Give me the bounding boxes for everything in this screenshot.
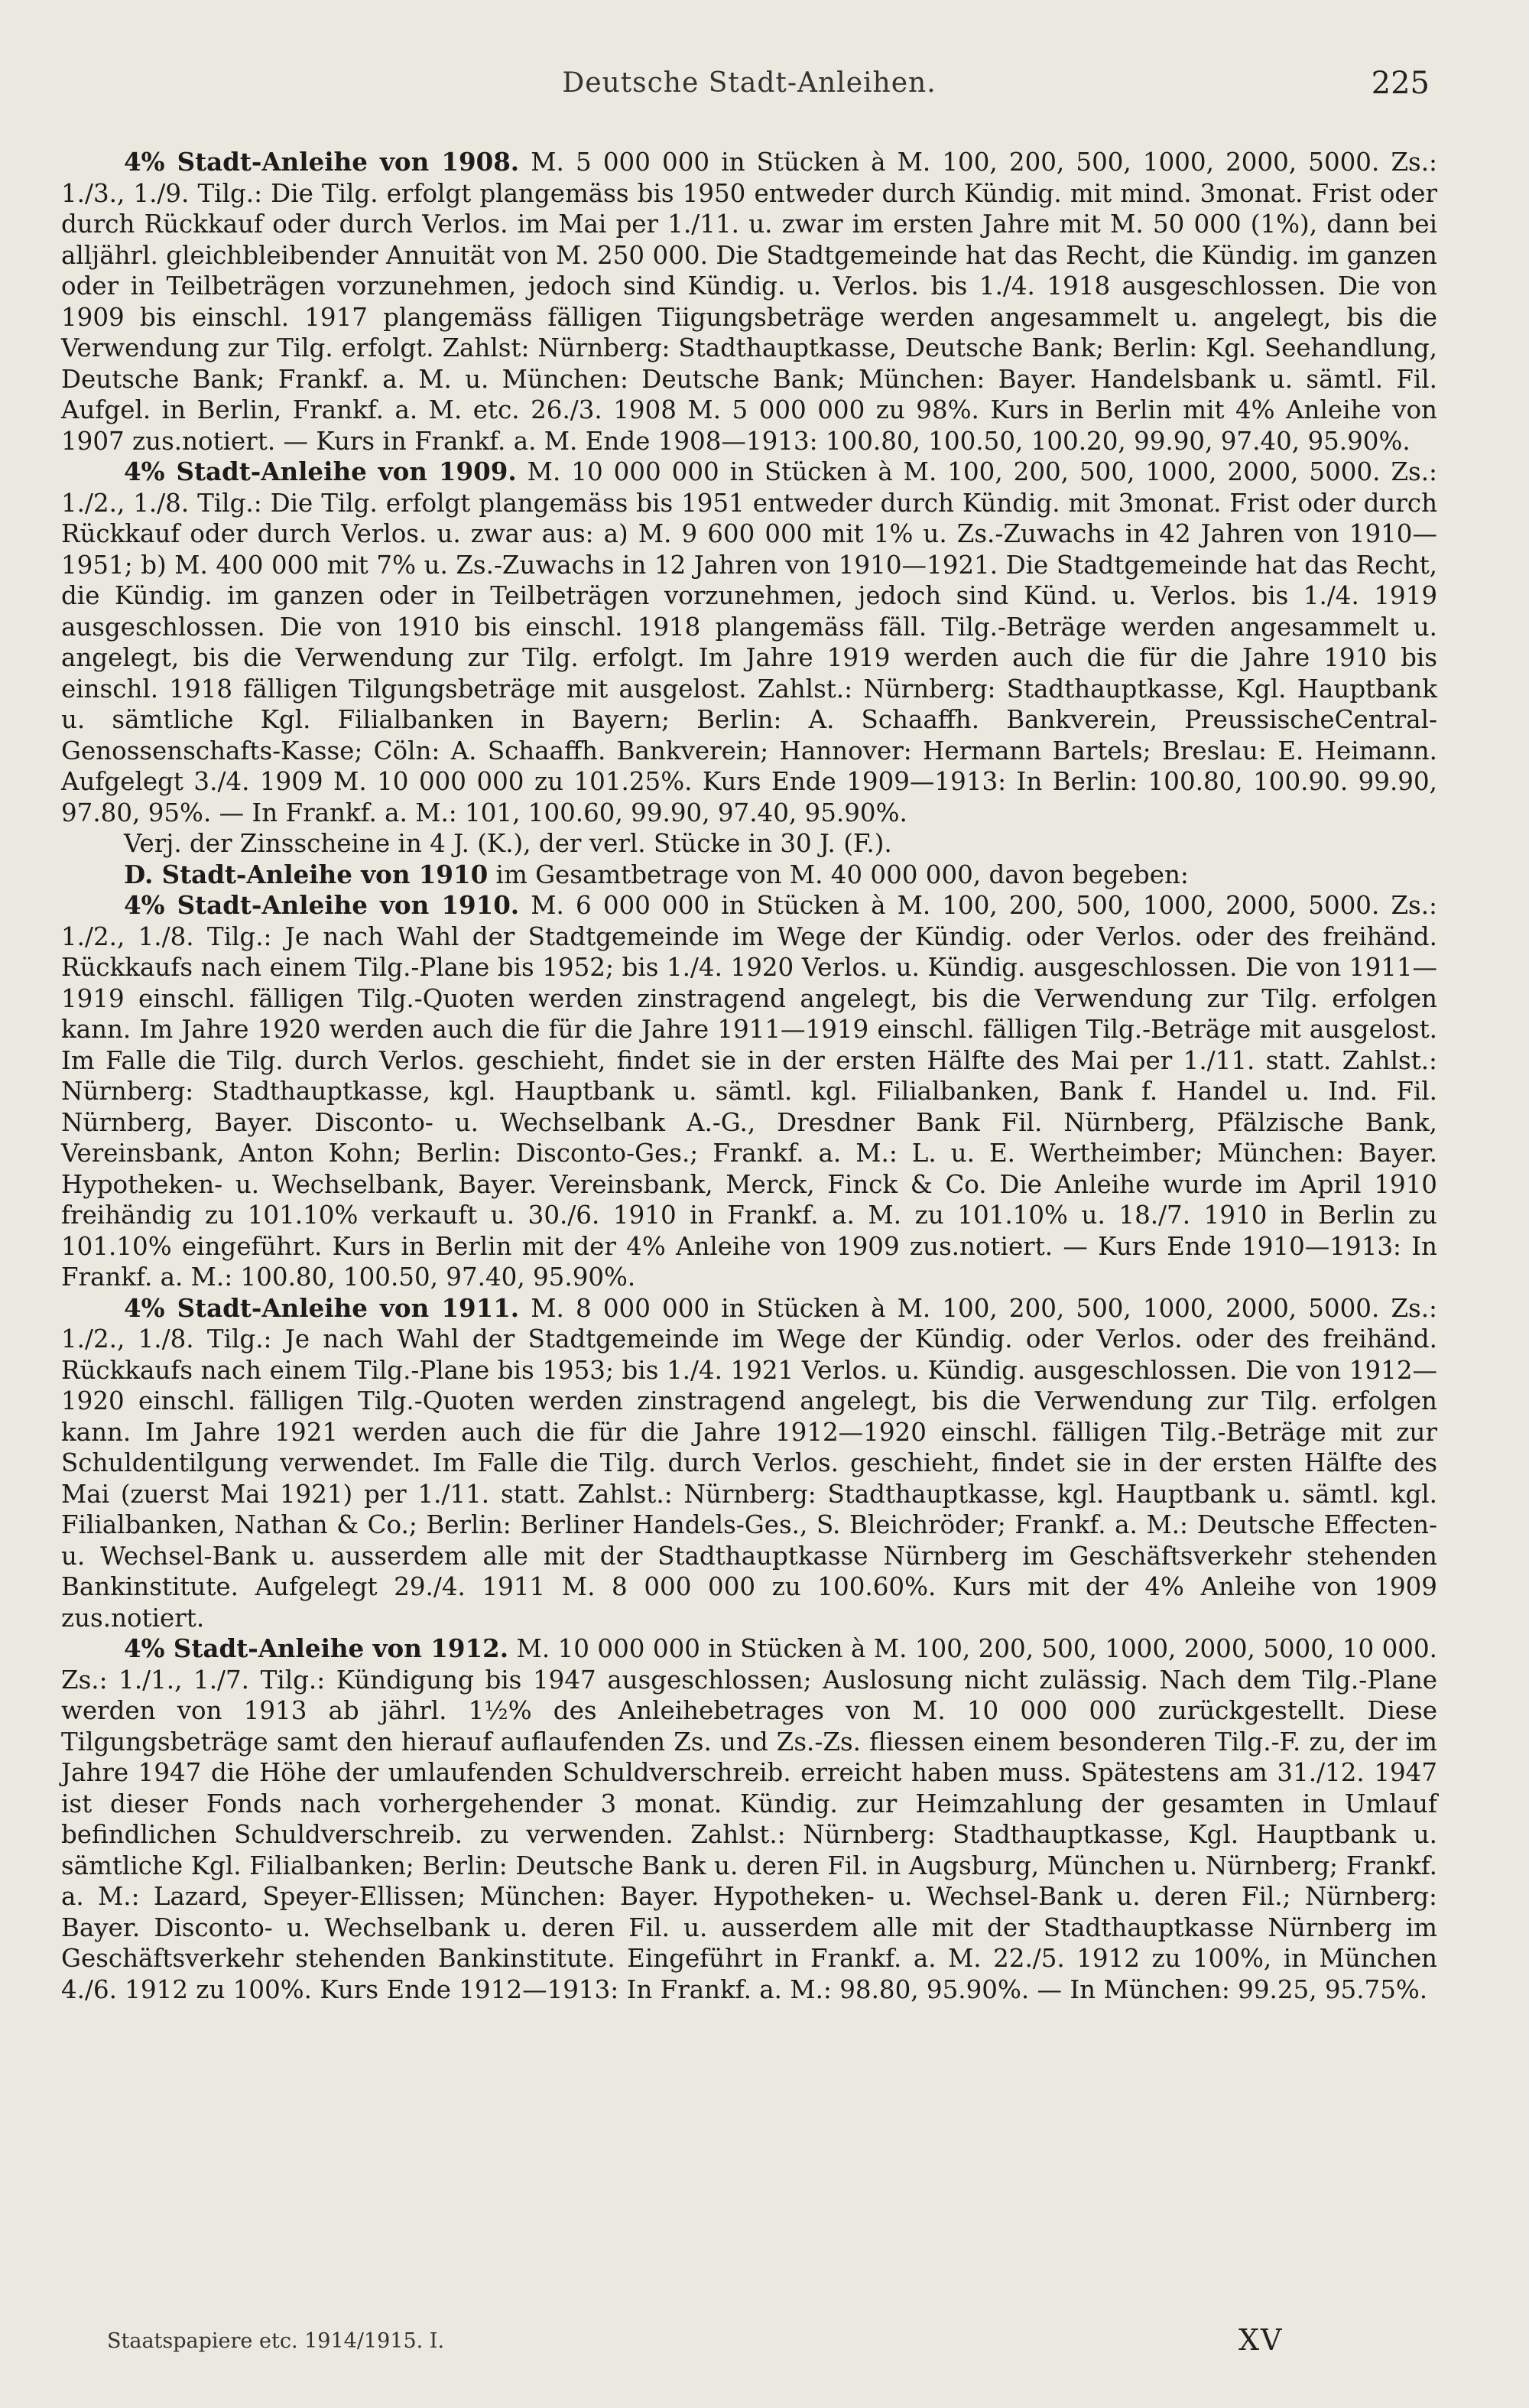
paragraph-text: Verj. der Zinsscheine in 4 J. (K.), der verl. Stücke in 30 J. (F.). [124,829,892,858]
paragraph-text: M. 8 000 000 in Stücken à M. 100, 200, 500, 1000, 2000, 5000. Zs.: 1./2., 1./8. Tilg.: Je nach Wahl der Stadtgemeinde im Wege der Kündig. oder Verlos. oder des freihänd. Rückkaufs nach einem Tilg.-Plane bis 1953; bis 1./4. 1921 Verlos. u. Kündig. ausgeschlossen. Die von 1912—1920 einschl. fälligen Tilg.-Quoten werden zinstragend angelegt, bis die Verwendung zur Tilg. erfolgen kann. Im Jahre 1921 werden auch die für die Jahre 1912—1920 einschl. fälligen Tilg.-Beträge mit zur Schuldentilgung verwendet. Im Falle die Tilg. durch Verlos. geschieht, findet sie in der ersten Hälfte des Mai (zuerst Mai 1921) per 1./11. statt. Zahlst.: Nürnberg: Stadthauptkasse, kgl. Hauptbank u. sämtl. kgl. Filialbanken, Nathan & Co.; Berlin: Berliner Handels-Ges., S. Bleichröder; Frankf. a. M.: Deutsche Effecten- u. Wechsel-Bank u. ausserdem alle mit der Stadthauptkasse Nürnberg im Geschäftsverkehr stehenden Bankinstitute. Aufgelegt 29./4. 1911 M. 8 000 000 zu 100.60%. Kurs mit der 4% Anleihe von 1909 zus.notiert. [61,1293,1437,1633]
paragraph-heading: 4% Stadt-Anleihe von 1910. [124,890,520,920]
paragraph-heading: 4% Stadt-Anleihe von 1908. [124,147,520,177]
paragraph-text: M. 10 000 000 in Stücken à M. 100, 200, 500, 1000, 2000, 5000. Zs.: 1./2., 1./8. Tilg.: Die Tilg. erfolgt plangemäss bis 1951 entweder durch Kündig. mit 3monat. Frist oder durch Rückkauf oder durch Verlos. u. zwar aus: a) M. 9 600 000 mit 1% u. Zs.-Zuwachs in 42 Jahren von 1910—1951; b) M. 400 000 mit 7% u. Zs.-Zuwachs in 12 Jahren von 1910—1921. Die Stadtgemeinde hat das Recht, die Kündig. im ganzen oder in Teilbeträgen vorzunehmen, jedoch sind Künd. u. Verlos. bis 1./4. 1919 ausgeschlossen. Die von 1910 bis einschl. 1918 plangemäss fäll. Tilg.-Beträge werden angesammelt u. angelegt, bis die Verwendung zur Tilg. erfolgt. Im Jahre 1919 werden auch die für die Jahre 1910 bis einschl. 1918 fälligen Tilgungsbeträge mit ausgelost. Zahlst.: Nürnberg: Stadthauptkasse, Kgl. Hauptbank u. sämtliche Kgl. Filialbanken in Bayern; Berlin: A. Schaaffh. Bankverein, PreussischeCentral-Genossenschafts-Kasse; Cöln: A. Schaaffh. Bankverein; Hannover: Hermann Bartels; Breslau: E. Heimann. Aufgelegt 3./4. 1909 M. 10 000 000 zu 101.25%. Kurs Ende 1909—1913: In Berlin: 100.80, 100.90. 99.90, 97.80, 95%. — In Frankf. a. M.: 101, 100.60, 99.90, 97.40, 95.90%. [61,457,1438,827]
paragraph-anleihe-1911 [61,1293,1437,1634]
paragraph-text: M. 10 000 000 in Stücken à M. 100, 200, 500, 1000, 2000, 5000, 10 000. Zs.: 1./1., 1./7. Tilg.: Kündigung bis 1947 ausgeschlossen; Auslosung nicht zulässig. Nach dem Tilg.-Plane werden von 1913 ab jährl. 1½% des Anleihebetrages von M. 10 000 000 zurückgestellt. Diese Tilgungsbeträge samt den hierauf auflaufenden Zs. und Zs.-Zs. fliessen einem besonderen Tilg.-F. zu, der im Jahre 1947 die Höhe der umlaufenden Schuldverschreib. erreicht haben muss. Spätestens am 31./12. 1947 ist dieser Fonds nach vorhergehender 3 monat. Kündig. zur Heimzahlung der gesamten in Umlauf befindlichen Schuldverschreib. zu verwenden. Zahlst.: Nürnberg: Stadthauptkasse, Kgl. Hauptbank u. sämtliche Kgl. Filialbanken; Berlin: Deutsche Bank u. deren Fil. in Augsburg, München u. Nürnberg; Frankf. a. M.: Lazard, Speyer-Ellissen; München: Bayer. Hypotheken- u. Wechsel-Bank u. deren Fil.; Nürnberg: Bayer. Disconto- u. Wechselbank u. deren Fil. u. ausserdem alle mit der Stadthauptkasse Nürnberg im Geschäftsverkehr stehenden Bankinstitute. Eingeführt in Frankf. a. M. 22./5. 1912 zu 100%, in München 4./6. 1912 zu 100%. Kurs Ende 1912—1913: In Frankf. a. M.: 98.80, 95.90%. — In München: 99.25, 95.75%. [61,1634,1437,2004]
paragraph-heading: 4% Stadt-Anleihe von 1912. [124,1633,509,1663]
paragraph-anleihe-1909 [61,457,1437,828]
paragraph-text: M. 6 000 000 in Stücken à M. 100, 200, 500, 1000, 2000, 5000. Zs.: 1./2., 1./8. Tilg.: Je nach Wahl der Stadtgemeinde im Wege der Kündig. oder Verlos. oder des freihänd. Rückkaufs nach einem Tilg.-Plane bis 1952; bis 1./4. 1920 Verlos. u. Kündig. ausgeschlossen. Die von 1911—1919 einschl. fälligen Tilg.-Quoten werden zinstragend angelegt, bis die Verwendung zur Tilg. erfolgen kann. Im Jahre 1920 werden auch die für die Jahre 1911—1919 einschl. fälligen Tilg.-Beträge mit ausgelost. Im Falle die Tilg. durch Verlos. geschieht, findet sie in der ersten Hälfte des Mai per 1./11. statt. Zahlst.: Nürnberg: Stadthauptkasse, kgl. Hauptbank u. sämtl. kgl. Filialbanken, Bank f. Handel u. Ind. Fil. Nürnberg, Bayer. Disconto- u. Wechselbank A.-G., Dresdner Bank Fil. Nürnberg, Pfälzische Bank, Vereinsbank, Anton Kohn; Berlin: Disconto-Ges.; Frankf. a. M.: L. u. E. Wertheimber; München: Bayer. Hypotheken- u. Wechselbank, Bayer. Vereinsbank, Merck, Finck & Co. Die Anleihe wurde im April 1910 freihändig zu 101.10% verkauft u. 30./6. 1910 in Frankf. a. M. zu 101.10% u. 18./7. 1910 in Berlin zu 101.10% eingeführt. Kurs in Berlin mit der 4% Anleihe von 1909 zus.notiert. — Kurs Ende 1910—1913: In Frankf. a. M.: 100.80, 100.50, 97.40, 95.90%. [61,891,1437,1292]
paragraph-section-d [61,860,1437,891]
paragraph-anleihe-1910 [61,890,1437,1293]
paragraph-text: im Gesamtbetrage von M. 40 000 000, davon begeben: [488,860,1189,889]
footer-signature: Staatspapiere etc. 1914/1915. I. [107,2329,445,2353]
page-number: 225 [1371,66,1430,101]
paragraph-anleihe-1912 [61,1633,1437,2005]
footer-sheet-number: XV [1238,2323,1284,2357]
running-title: Deutsche Stadt-Anleihen. [562,67,937,99]
paragraph-heading: 4% Stadt-Anleihe von 1911. [124,1292,520,1323]
page-header [61,67,1437,113]
paragraph-text: M. 5 000 000 in Stücken à M. 100, 200, 500, 1000, 2000, 5000. Zs.: 1./3., 1./9. Tilg.: Die Tilg. erfolgt plangemäss bis 1950 entweder durch Kündig. mit mind. 3monat. Frist oder durch Rückkauf oder durch Verlos. im Mai per 1./11. u. zwar im ersten Jahre mit M. 50 000 (1%), dann bei alljährl. gleichbleibender Annuität von M. 250 000. Die Stadtgemeinde hat das Recht, die Kündig. im ganzen oder in Teilbeträgen vorzunehmen, jedoch sind Kündig. u. Verlos. bis 1./4. 1918 ausgeschlossen. Die von 1909 bis einschl. 1917 plangemäss fälligen Tiigungsbeträge werden angesammelt u. angelegt, bis die Verwendung zur Tilg. erfolgt. Zahlst: Nürnberg: Stadthauptkasse, Deutsche Bank; Berlin: Kgl. Seehandlung, Deutsche Bank; Frankf. a. M. u. München: Deutsche Bank; München: Bayer. Handelsbank u. sämtl. Fil. Aufgel. in Berlin, Frankf. a. M. etc. 26./3. 1908 M. 5 000 000 zu 98%. Kurs in Berlin mit 4% Anleihe von 1907 zus.notiert. — Kurs in Frankf. a. M. Ende 1908—1913: 100.80, 100.50, 100.20, 99.90, 97.40, 95.90%. [61,148,1437,456]
paragraph-heading: D. Stadt-Anleihe von 1910 [124,859,489,889]
paragraph-heading: 4% Stadt-Anleihe von 1909. [124,457,517,486]
page-footer [61,2323,1437,2369]
paragraph-anleihe-1908 [61,147,1437,457]
page-body [61,147,1437,2005]
paragraph-verjaehrung [61,828,1437,860]
